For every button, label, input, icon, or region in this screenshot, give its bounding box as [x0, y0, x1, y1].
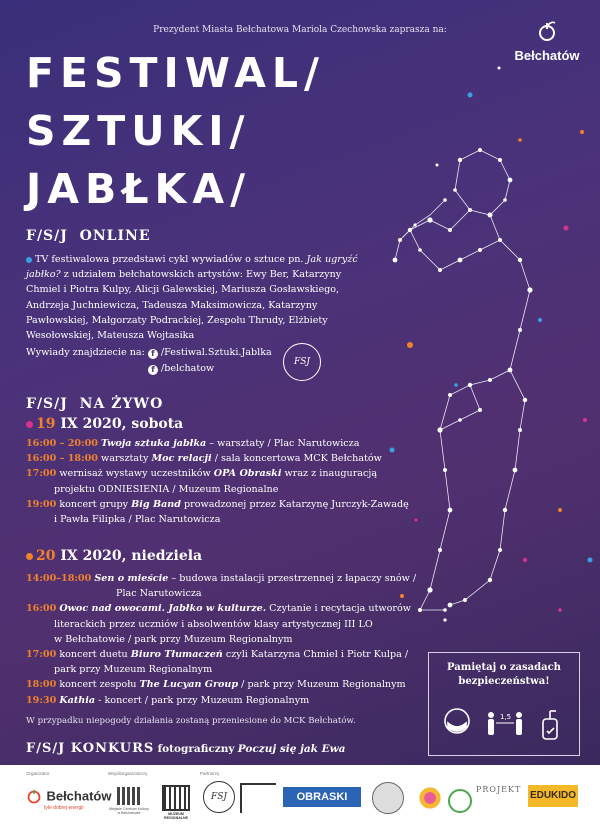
museum-name: MUZEUM REGIONALNE	[164, 812, 188, 820]
org-logo-belchatow	[26, 787, 111, 811]
museum-icon	[162, 785, 190, 811]
artka-logo	[416, 785, 444, 811]
event-title: Owoc nad owocami. Jabłko w kulturze.	[59, 603, 267, 615]
mck-logo	[108, 787, 150, 815]
fsj-partner-logo: FSJ	[203, 781, 235, 813]
event-text: prowadzonej przez Katarzynę Jurczyk-Zawadę	[184, 498, 409, 510]
event-text: Czytanie i recytacja utworów	[269, 603, 411, 615]
org-name: Bełchatów	[46, 788, 112, 804]
live-heading-short: F/S/J	[26, 396, 68, 412]
day2-heading	[26, 548, 202, 564]
konkurs-title: Poczuj się jak Ewa	[237, 743, 346, 755]
day1-number: 19	[36, 416, 56, 432]
event-time: 17:00	[26, 468, 57, 480]
apple-icon	[26, 788, 42, 804]
event-text: koncert zespołu	[59, 679, 137, 691]
bullet-icon	[26, 421, 33, 428]
mck-name: Miejskie Centrum Kultury w Bełchatowie	[109, 807, 149, 815]
event-row	[26, 571, 421, 601]
title-line-1: FESTIWAL/	[26, 49, 325, 97]
online-text-after: z udziałem bełchatowskich artystów: Ewy Ber, Katarzyny Chmiel i Piotra Kulpy, Alicji Galewskiej, Mariusza Gosławskiego, Andrzeja Juchniewicza, Tadeusza Maksimowicza, Katarzyny Pawłowskiej, Małgorzaty Podrackiej, Zespołu Thrudy, Elżbiety Wesołowskiej, Mateusza Wojtasika	[26, 269, 342, 342]
online-heading	[26, 228, 151, 244]
invitation-line: Prezydent Miasta Bełchatowa Mariola Czechowska zaprasza na:	[153, 25, 447, 35]
bullet-icon	[26, 553, 33, 560]
live-heading	[26, 396, 163, 412]
event-row	[26, 497, 426, 527]
event-title: OPA Obraski	[213, 468, 282, 480]
online-heading-rest: ONLINE	[79, 228, 151, 244]
sponsors-footer	[0, 765, 600, 836]
event-row	[26, 436, 426, 451]
title-line-2: SZTUKI/	[26, 107, 251, 155]
label-coorganizers: Współorganizatorzy	[108, 771, 148, 776]
event-title: Biuro Tłumaczeń	[130, 649, 223, 661]
event-time: 19:30	[26, 694, 57, 706]
online-text-italic: Jak ugryźć jabłko?	[26, 254, 358, 281]
city-logo-text: Bełchatów	[514, 48, 580, 63]
museum-logo	[160, 785, 192, 820]
live-heading-rest: NA ŻYWO	[79, 396, 164, 412]
apple-icon	[536, 20, 558, 42]
event-row	[26, 601, 421, 647]
safety-icons	[439, 705, 569, 747]
social-links	[26, 345, 272, 377]
event-row	[26, 647, 421, 677]
mck-icon	[117, 787, 141, 805]
event-title: Twoja sztuka jabłka	[101, 438, 207, 449]
konkurs-heading: F/S/J KONKURS	[26, 741, 155, 756]
event-text: wraz z inauguracją	[284, 468, 378, 480]
event-text: czyli Katarzyna Chmiel i Piotr Kulpa /	[225, 649, 409, 661]
konkurs-text: fotograficzny	[157, 743, 235, 755]
festival-stamp-logo: FSJ	[283, 343, 321, 381]
projekt-logo: PROJEKT	[476, 785, 522, 794]
event-time: 18:00	[26, 679, 57, 691]
distance-label: 1,5	[500, 713, 512, 721]
label-organizer: Organizator	[26, 771, 50, 776]
event-text: – budowa instalacji przestrzennej z łapaczy snów /	[171, 573, 417, 584]
event-text: koncert grupy	[59, 498, 129, 510]
event-text-continued: Plac Narutowicza	[116, 588, 202, 600]
label-partners: Partnerzy	[200, 771, 220, 776]
event-time: 16:00 – 20:00	[26, 438, 98, 449]
event-text-continued: literackich przez uczniów i absolwentów klasy artystycznej III LO	[54, 618, 373, 630]
event-title: Big Band	[131, 498, 181, 510]
sanitizer-icon	[543, 711, 557, 739]
facebook-icon: f	[148, 349, 158, 359]
mask-icon	[445, 709, 469, 733]
event-time: 17:00	[26, 649, 57, 661]
day2-date: IX 2020, niedziela	[60, 548, 203, 564]
bullet-icon	[26, 257, 32, 263]
event-title: Moc relacji	[151, 453, 212, 465]
event-text: / sala koncertowa MCK Bełchatów	[214, 453, 382, 465]
konkurs-line	[26, 741, 345, 756]
event-row	[26, 451, 426, 466]
event-text: wernisaż wystawy uczestników	[59, 468, 211, 480]
event-title: The Lucyan Group	[139, 679, 239, 691]
online-heading-short: F/S/J	[26, 228, 68, 244]
obraski-logo: OBRASKI	[283, 787, 361, 807]
facebook-link-city[interactable]: /belchatow	[161, 363, 215, 374]
event-title: Sen o mieście	[94, 573, 169, 584]
portrait-partner-logo	[372, 782, 404, 814]
day2-number: 20	[36, 548, 56, 564]
event-text-continued: i Pawła Filipka / Plac Narutowicza	[54, 514, 221, 526]
event-time: 16:00	[26, 603, 57, 615]
day1-heading	[26, 416, 183, 432]
event-text: / park przy Muzeum Regionalnym	[241, 679, 406, 691]
event-text-continued: projektu ODNIESIENIA / Muzeum Regionalne	[54, 483, 279, 495]
event-title: Kathia	[59, 694, 96, 706]
partner-logo-kultura	[240, 783, 276, 813]
rain-note: W przypadku niepogody działania zostaną przeniesione do MCK Bełchatów.	[26, 716, 356, 726]
safety-line-2: bezpieczeństwa!	[458, 676, 550, 687]
city-logo	[507, 20, 587, 63]
facebook-link-festival[interactable]: /Festiwal.Sztuki.Jablka	[160, 347, 272, 358]
org-tagline: tyle dobrej energii	[44, 805, 84, 811]
event-row	[26, 466, 426, 496]
event-row	[26, 693, 421, 708]
safety-box	[428, 652, 580, 756]
day2-events	[26, 571, 421, 708]
event-text: koncert duetu	[59, 649, 128, 661]
event-text-continued: w Bełchatowie / park przy Muzeum Regionalnym	[54, 633, 293, 645]
interviews-label: Wywiady znajdziecie na:	[26, 347, 145, 358]
day1-date: IX 2020, sobota	[60, 416, 184, 432]
event-text: – warsztaty / Plac Narutowicza	[209, 438, 360, 449]
festival-title	[26, 44, 325, 218]
day1-events	[26, 436, 426, 527]
event-row	[26, 677, 421, 692]
online-text-before: TV festiwalowa przedstawi cykl wywiadów o sztuce pn.	[35, 254, 304, 265]
facebook-icon: f	[148, 365, 158, 375]
event-time: 14:00–18:00	[26, 573, 92, 584]
edukido-logo: EDUKIDO	[528, 785, 578, 807]
title-line-3: JABŁKA/	[26, 165, 252, 213]
safety-line-1: Pamiętaj o zasadach	[447, 662, 561, 673]
safety-text	[429, 661, 579, 689]
event-time: 16:00 – 18:00	[26, 453, 98, 465]
event-text-continued: park przy Muzeum Regionalnym	[54, 664, 213, 676]
online-description	[26, 252, 371, 343]
green-circle-logo	[448, 789, 472, 813]
event-text: - koncert / park przy Muzeum Regionalnym	[98, 694, 310, 706]
distance-icon	[488, 712, 522, 735]
event-text: warsztaty	[101, 453, 149, 465]
event-time: 19:00	[26, 498, 57, 510]
